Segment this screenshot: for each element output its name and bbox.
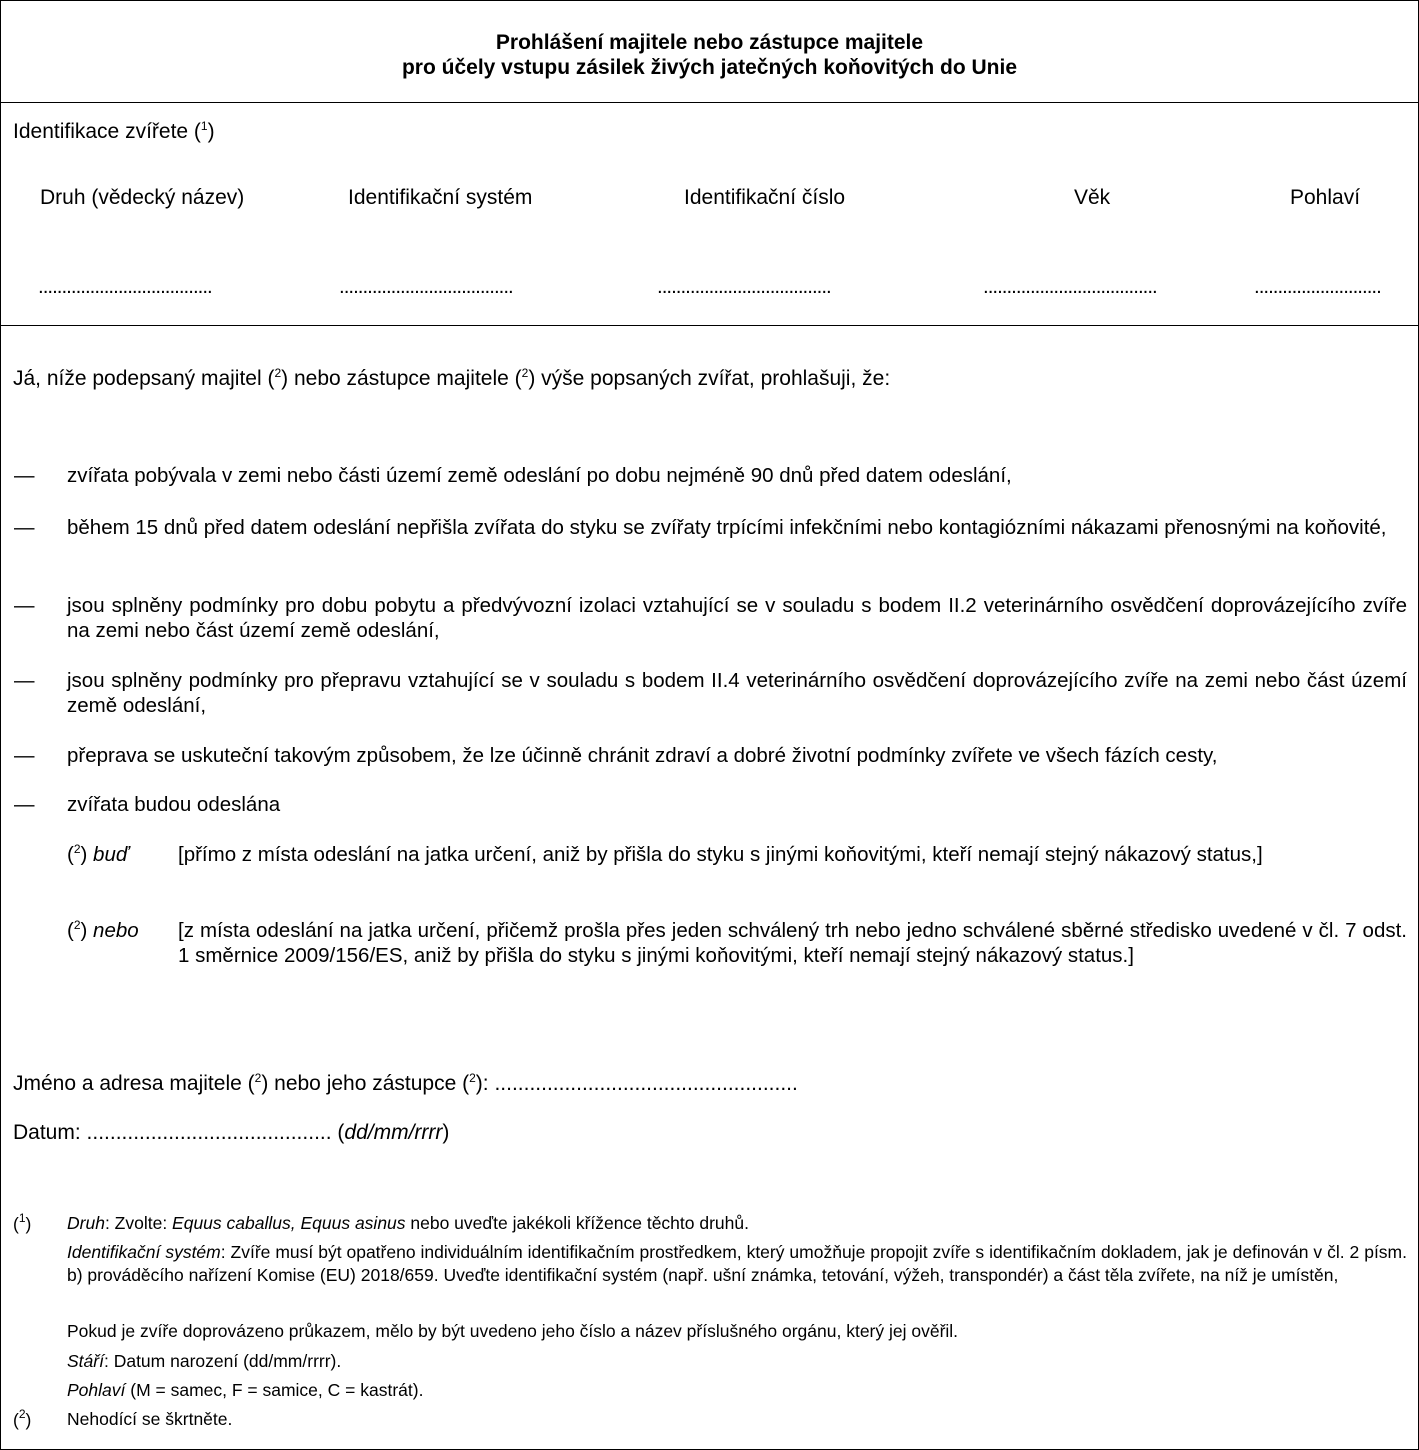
option-label-or: ($^2$) nebo [67, 918, 139, 942]
option-text-or: [z místa odeslání na jatka určení, přičemž prošla přes jeden schválený trh nebo jedno schválené sběrné středisko uvedené v čl. 7 odst. 1 směrnice 2009/156/ES, aniž by přišla do styku s jinými koňovitými, kteří nemají stejný nákazový status.] [178, 919, 1407, 967]
option-label-either: ($^2$) buď [67, 842, 129, 866]
declaration-intro: Já, níže podepsaný majitel ($^2$) nebo zástupce majitele ($^2$) výše popsaných zvířat, prohlašuji, že: [13, 366, 891, 390]
dash-marker: — [14, 516, 35, 539]
footnote-1-species: Druh: Zvolte: Equus caballus, Equus asinus nebo uveďte jakékoli křížence těchto druhů. [67, 1213, 749, 1233]
title-line-2: pro účely vstupu zásilek živých jatečných koňovitých do Unie [401, 56, 1018, 79]
date-field[interactable]: Datum: .......................................... (dd/mm/rrrr) [13, 1121, 450, 1144]
dash-marker: — [14, 464, 35, 487]
form-title [0, 30, 1419, 80]
dash-marker: — [14, 669, 35, 692]
id-system-field[interactable]: ..................................... [339, 277, 513, 297]
dash-marker: — [14, 594, 35, 617]
species-field[interactable]: ..................................... [38, 277, 212, 297]
divider [0, 325, 1419, 326]
footnote-1-id-system: Identifikační systém: Zvíře musí být opatřeno individuálním identifikačním prostředkem, který umožňuje propojit zvíře s identifikačním dokladem, jak je definován v čl. 2 písm. b) prováděcího nařízení Komise (EU) 2018/659. Uveďte identifikační systém (např. ušní známka, tetování, výžeh, transpondér) a část těla zvířete, na níž je umístěn, [67, 1242, 1408, 1285]
title-line-1: Prohlášení majitele nebo zástupce majitele [495, 31, 924, 54]
declaration-item: zvířata budou odeslána [67, 793, 281, 816]
footnote-1-passport: Pokud je zvíře doprovázeno průkazem, mělo by být uvedeno jeho číslo a název příslušného orgánu, který jej ověřil. [67, 1321, 959, 1341]
owner-name-address-field[interactable]: Jméno a adresa majitele ($^2$) nebo jeho zástupce ($^2$): .................................................... [13, 1071, 798, 1095]
column-species: Druh (vědecký název) [40, 186, 245, 209]
option-text-either: [přímo z místa odeslání na jatka určení, aniž by přišla do styku s jinými koňovitými, kteří nemají stejný nákazový status,] [178, 843, 1263, 866]
id-number-field[interactable]: ..................................... [657, 277, 831, 297]
footnote-1-age: Stáří: Datum narození (dd/mm/rrrr). [67, 1351, 342, 1371]
footnote-1-sex: Pohlaví (M = samec, F = samice, C = kastrát). [67, 1380, 424, 1400]
declaration-item: během 15 dnů před datem odeslání nepřišla zvířata do styku se zvířaty trpícími infekčními nebo kontagiózními nákazami přenosnými na koňovité, [67, 516, 1387, 539]
divider [0, 102, 1419, 103]
footnote-2-text: Nehodící se škrtněte. [67, 1409, 233, 1429]
declaration-item: jsou splněny podmínky pro dobu pobytu a předvývozní izolaci vztahující se v souladu s bodem II.2 veterinárního osvědčení doprovázejícího zvíře na zemi nebo část území země odeslání, [67, 594, 1407, 642]
declaration-item: přeprava se uskuteční takovým způsobem, že lze účinně chránit zdraví a dobré životní podmínky zvířete ve všech fázích cesty, [67, 744, 1218, 767]
column-sex: Pohlaví [1290, 186, 1361, 209]
footnote-1-marker: ($^1$) [13, 1211, 32, 1234]
footnote-2-marker: ($^2$) [13, 1407, 32, 1430]
declaration-item: jsou splněny podmínky pro přepravu vztahující se v souladu s bodem II.4 veterinárního osvědčení doprovázejícího zvíře na zemi nebo část území země odeslání, [67, 669, 1407, 717]
column-id-number: Identifikační číslo [684, 186, 846, 209]
dash-marker: — [14, 793, 35, 816]
dash-marker: — [14, 744, 35, 767]
sex-field[interactable]: ........................... [1254, 277, 1381, 297]
column-age: Věk [1074, 186, 1111, 209]
identification-heading: Identifikace zvířete ($^1$) [13, 119, 215, 143]
age-field[interactable]: ..................................... [983, 277, 1157, 297]
column-id-system: Identifikační systém [348, 186, 533, 209]
declaration-item: zvířata pobývala v zemi nebo části území země odeslání po dobu nejméně 90 dnů před datem odeslání, [67, 464, 1012, 487]
